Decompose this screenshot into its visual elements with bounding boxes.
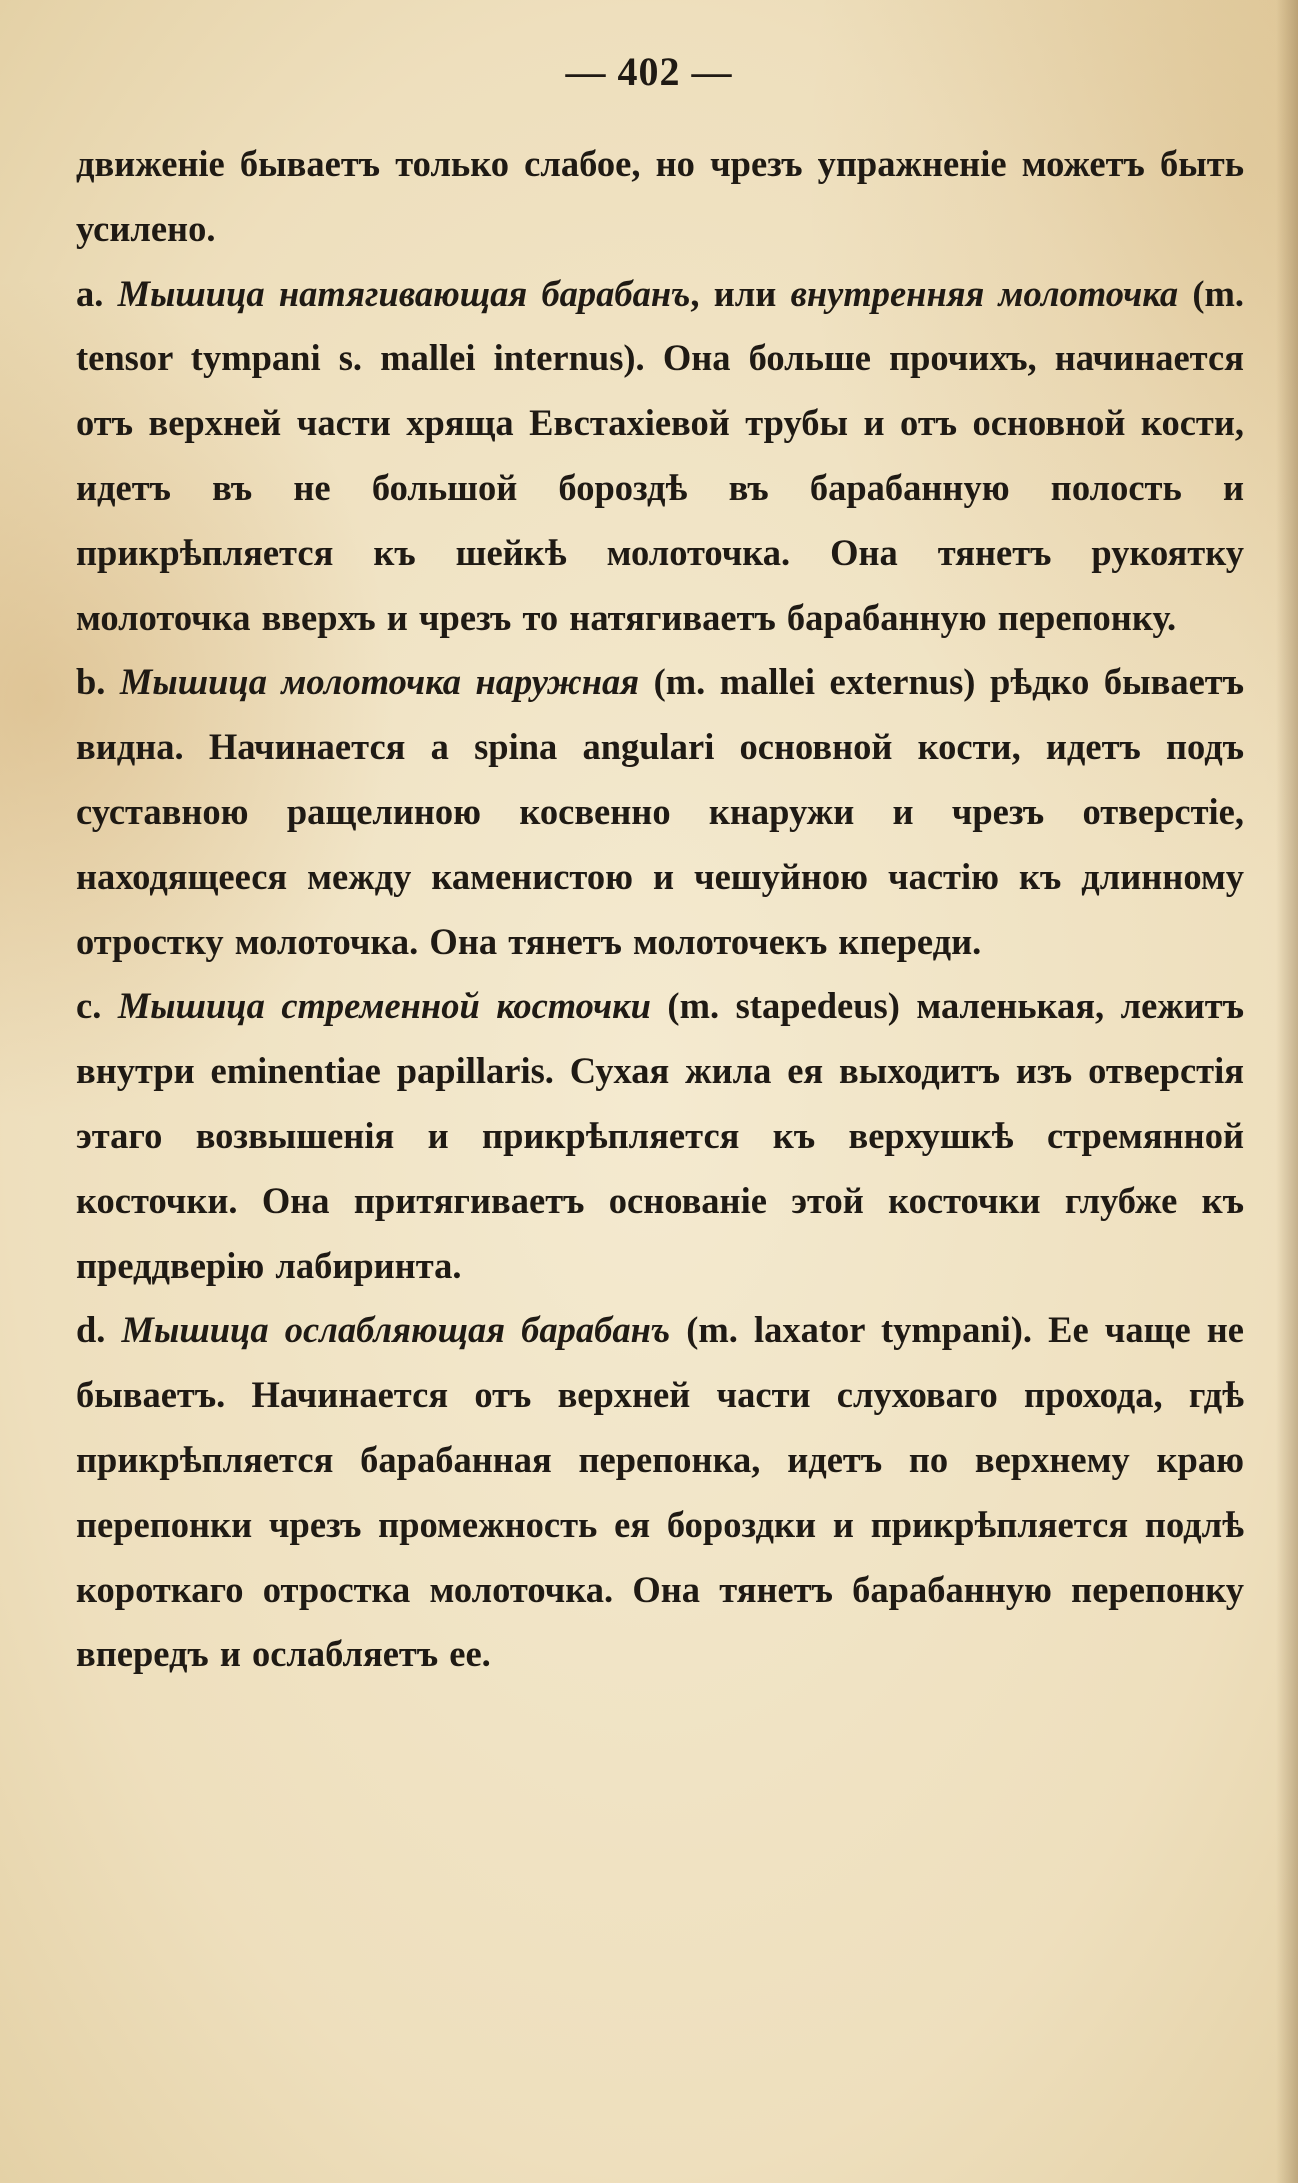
paragraph-continuation-text: движенiе бываетъ только слабое, но чрезъ упражненiе можетъ быть усилено.	[76, 143, 1244, 249]
paragraph-a-text: (m. tensor tympani s. mallei internus). Она больше прочихъ, начинается отъ верхней части хряща Евстахiевой трубы и отъ основной кости, идетъ въ не большой бороздѣ въ барабанную полость и прикрѣпляется къ шейкѣ молоточка. Она тянетъ рукоятку молоточка вверхъ и чрезъ то натягиваетъ барабанную перепонку.	[76, 272, 1245, 638]
muscle-term-a-alt: внутренняя молоточка	[790, 272, 1179, 314]
item-marker-d: d.	[76, 1309, 106, 1351]
paragraph-c-text: (m. stapedeus) маленькая, лежитъ внутри eminentiae papillaris. Сухая жила ея выходитъ изъ отверстiя этаго возвышенiя и прикрѣпляется къ верхушкѣ стремянной косточки. Она притягиваетъ основанiе этой косточки глубже къ преддверiю лабиринта.	[76, 985, 1244, 1286]
body-text	[76, 132, 1244, 1687]
paragraph-continuation	[76, 132, 1244, 262]
paragraph-b	[76, 650, 1244, 974]
item-marker-c: c.	[76, 985, 102, 1027]
muscle-term-c: Мышица стременной косточки	[117, 985, 651, 1027]
paragraph-d-text: (m. laxator tympani). Ее чаще не бываетъ. Начинается отъ верхней части слуховаго прохода, гдѣ прикрѣпляется барабанная перепонка, идетъ по верхнему краю перепонки чрезъ промежность ея бороздки и прикрѣпляется подлѣ короткаго отростка молоточка. Она тянетъ барабанную перепонку впередъ и ослабляетъ ее.	[76, 1309, 1244, 1675]
item-marker-b: b.	[76, 661, 106, 703]
paragraph-a	[76, 262, 1244, 651]
paragraph-c	[76, 974, 1244, 1298]
item-marker-a: a.	[76, 272, 104, 314]
paragraph-b-text: (m. mallei externus) рѣдко бываетъ видна. Начинается a spina angulari основной кости, идетъ подъ суставною ращелиною косвенно кнаружи и чрезъ отверстiе, находящееся между каменистою и чешуйною частiю къ длинному отростку молоточка. Она тянетъ молоточекъ кпереди.	[76, 661, 1245, 962]
muscle-term-a: Мышица натягивающая барабанъ	[117, 272, 691, 314]
muscle-term-b: Мышица молоточка наружная	[119, 661, 640, 703]
page-number: — 402 —	[565, 49, 733, 94]
paragraph-d	[76, 1298, 1244, 1687]
page-edge-shadow	[1276, 0, 1298, 2183]
paragraph-a-connector: , или	[690, 272, 777, 314]
muscle-term-d: Мышица ослабляющая барабанъ	[121, 1309, 671, 1351]
